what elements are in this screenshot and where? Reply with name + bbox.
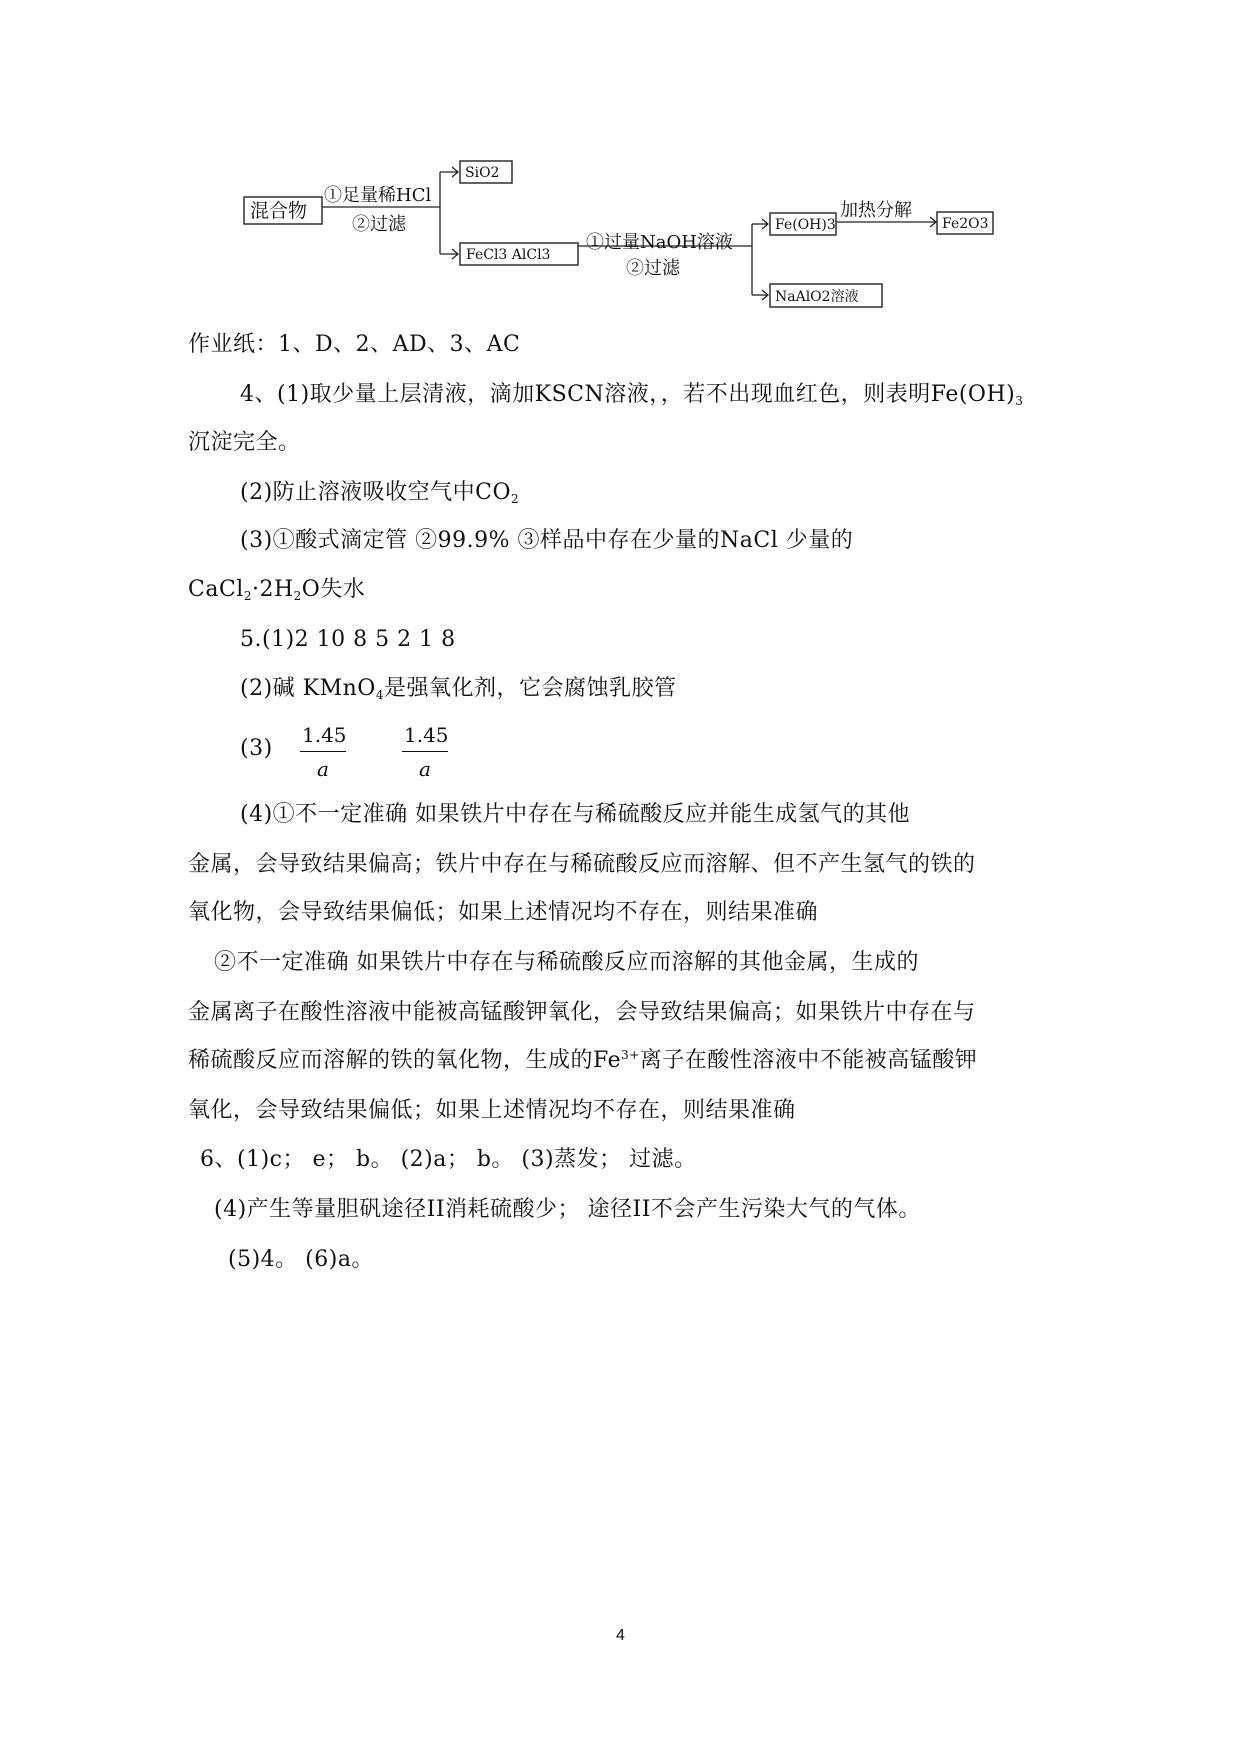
fraction-1 <box>300 722 346 782</box>
q6-parts-5-6: (5)4。 (6)a。 <box>228 1247 374 1272</box>
sio2-label: SiO2 <box>465 165 500 181</box>
q4-part2: (2)防止溶液吸收空气中$CO_2$ <box>240 480 520 506</box>
reagent2-label: ①过量NaOH溶液 <box>586 232 733 253</box>
homework-paper-answers: 作业纸：1、D、2、AD、3、AC <box>188 332 521 357</box>
fraction-2-denominator: a <box>419 757 431 781</box>
q5-part3-label: (3) <box>240 736 273 761</box>
fraction-2 <box>402 722 448 782</box>
fraction-1-bar <box>300 751 346 752</box>
separation-flowchart <box>0 0 1241 320</box>
q5-part2: (2)碱 KMnO$_4$是强氧化剂，它会腐蚀乳胶管 <box>240 676 677 702</box>
q6-parts-1-3: 6、(1)c； e； b。 (2)a； b。 (3)蒸发； 过滤。 <box>200 1147 697 1172</box>
q5-part4-line4: ②不一定准确 如果铁片中存在与稀硫酸反应而溶解的其他金属，生成的 <box>214 950 919 975</box>
q6-part4: (4)产生等量胆矾途径II消耗硫酸少； 途径II不会产生污染大气的气体。 <box>214 1197 921 1222</box>
feoh3-label: Fe(OH)3 <box>775 217 836 233</box>
heat-label: 加热分解 <box>840 200 912 221</box>
q5-part4-line2: 金属，会导致结果偏高；铁片中存在与稀硫酸反应而溶解、但不产生氢气的铁的 <box>188 852 976 877</box>
filter1-label: ②过滤 <box>352 214 406 235</box>
fecl3-alcl3-label: FeCl3 AlCl3 <box>466 247 551 263</box>
filter2-label: ②过滤 <box>626 258 680 279</box>
reagent1-label: ①足量稀HCl <box>324 185 432 206</box>
q5-part4-line5: 金属离子在酸性溶液中能被高锰酸钾氧化，会导致结果偏高；如果铁片中存在与 <box>188 1000 976 1025</box>
q4-part1-line1: 4、(1)取少量上层清液，滴加KSCN溶液，，若不出现血红色，则表明$Fe(OH)_3$ <box>240 382 1024 408</box>
fe2o3-label: Fe2O3 <box>942 216 989 232</box>
fraction-1-denominator: a <box>317 757 329 781</box>
q5-part4-line7: 氧化，会导致结果偏低；如果上述情况均不存在，则结果准确 <box>188 1098 796 1123</box>
page-number: 4 <box>616 1627 625 1644</box>
q4-part3-line1: (3)①酸式滴定管 ②99.9% ③样品中存在少量的NaCl 少量的 <box>240 528 854 553</box>
naalo2-label: NaAlO2溶液 <box>775 289 859 305</box>
q4-part3-line2: $CaCl_2\cdot 2H_2O$失水 <box>188 577 366 603</box>
q5-part4-line3: 氧化物，会导致结果偏低；如果上述情况均不存在，则结果准确 <box>188 900 819 925</box>
q4-part1-line2: 沉淀完全。 <box>188 430 301 455</box>
fraction-1-numerator: 1.45 <box>302 723 347 747</box>
mixture-label: 混合物 <box>250 200 308 222</box>
fraction-2-numerator: 1.45 <box>404 723 449 747</box>
fraction-2-bar <box>402 751 448 752</box>
q5-part4-line6: 稀硫酸反应而溶解的铁的氧化物，生成的$Fe^{3+}$离子在酸性溶液中不能被高锰酸钾 <box>188 1048 978 1073</box>
q5-part1: 5.(1)2 10 8 5 2 1 8 <box>240 627 456 652</box>
q5-part4-line1: (4)①不一定准确 如果铁片中存在与稀硫酸反应并能生成氢气的其他 <box>240 802 911 827</box>
